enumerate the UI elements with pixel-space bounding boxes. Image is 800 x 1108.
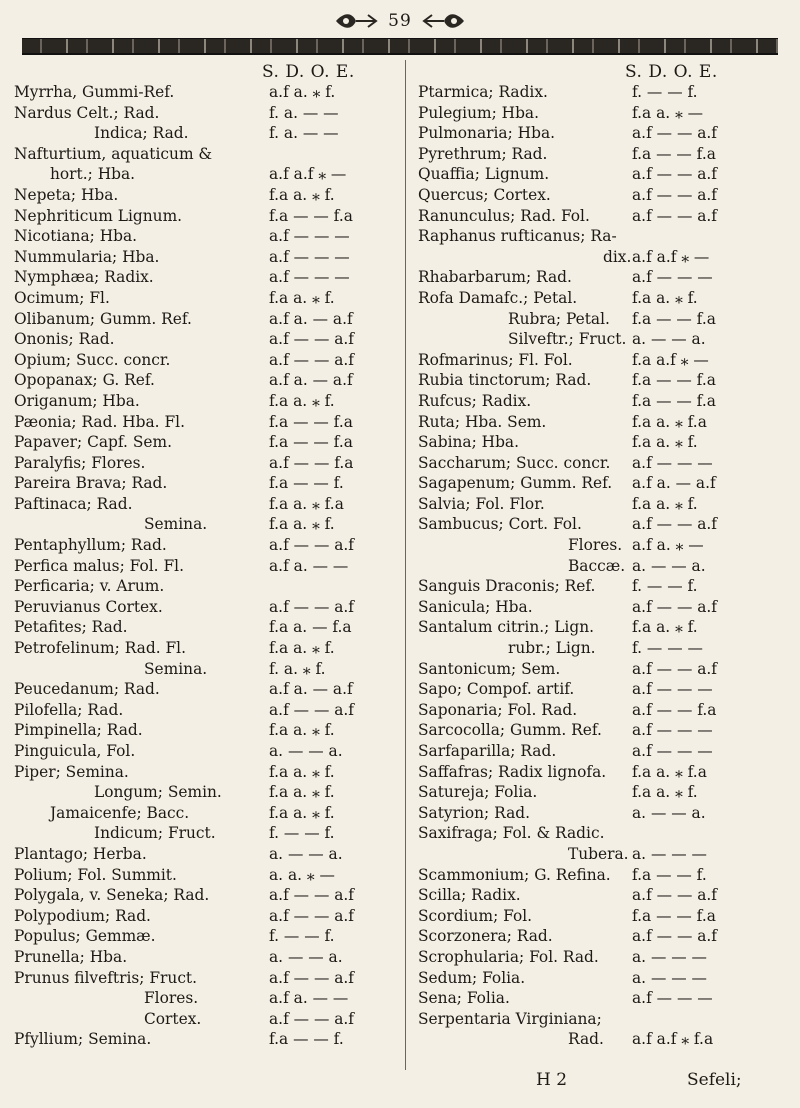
drug-name: Polygala, v. Seneka; Rad. — [14, 886, 210, 905]
list-item — [14, 617, 404, 638]
quality-marks: a.f — — a.f — [269, 886, 354, 905]
drug-name: Saponaria; Fol. Rad. — [418, 700, 578, 719]
drug-name: Nardus Celt.; Rad. — [14, 103, 160, 122]
drug-name: Pentaphyllum; Rad. — [14, 536, 167, 555]
drug-name: Papaver; Capf. Sem. — [14, 433, 172, 452]
quality-marks: f. a. — — — [269, 124, 339, 143]
list-item — [418, 432, 798, 453]
quality-marks: a.f — — — — [632, 453, 713, 472]
left-column — [14, 82, 404, 1050]
quality-marks: f. a. — — — [269, 103, 339, 122]
drug-name: Saffafras; Radix lignofa. — [418, 762, 607, 781]
fleuron-left-icon — [334, 10, 378, 32]
quality-marks: a.f a. — — — [269, 556, 349, 575]
list-item — [418, 247, 798, 268]
quality-marks: a.f — — a.f — [632, 927, 717, 946]
quality-marks: f.a a. ⁎ f. — [269, 721, 335, 740]
drug-name: Indica; Rad. — [94, 124, 189, 143]
quality-marks: a.f — — — — [632, 268, 713, 287]
quality-marks: a.f a.f ⁎ — — [269, 165, 347, 184]
drug-name: Scrophularia; Fol. Rad. — [418, 947, 599, 966]
quality-marks: f.a — — f. — [269, 1030, 344, 1049]
drug-name: Scorzonera; Rad. — [418, 927, 553, 946]
list-item — [418, 1029, 798, 1050]
quality-marks: f.a — — f. — [632, 865, 707, 884]
quality-marks: a.f — — a.f — [632, 597, 717, 616]
drug-name: Satyrion; Rad. — [418, 803, 530, 822]
list-item — [14, 1029, 404, 1050]
quality-marks: a. — — — — [632, 947, 707, 966]
drug-name: Sarfaparilla; Rad. — [418, 742, 557, 760]
page-header — [0, 4, 800, 38]
list-item — [14, 926, 404, 947]
drug-name: Sedum; Folia. — [418, 968, 526, 987]
quality-marks: a.f — — a.f — [632, 886, 717, 905]
drug-name: Scammonium; G. Refina. — [418, 865, 611, 884]
drug-name: Polypodium; Rad. — [14, 906, 151, 925]
drug-name: Plantago; Herba. — [14, 844, 147, 863]
list-item — [418, 494, 798, 515]
list-item — [418, 370, 798, 391]
quality-marks: a.f — — — — [632, 721, 713, 740]
drug-name: Sena; Folia. — [418, 989, 510, 1008]
drug-name: Satureja; Folia. — [418, 783, 538, 802]
drug-name: Saccharum; Succ. concr. — [418, 453, 611, 472]
drug-name: Peucedanum; Rad. — [14, 680, 160, 699]
drug-name: hort.; Hba. — [50, 165, 136, 184]
list-item — [418, 391, 798, 412]
drug-name: Opium; Succ. concr. — [14, 350, 171, 369]
list-item — [14, 391, 404, 412]
quality-marks: a.f a. — a.f — [269, 309, 353, 328]
drug-name: Baccæ. — [568, 556, 626, 575]
drug-name: Nummularia; Hba. — [14, 247, 160, 266]
quality-marks: f.a a. ⁎ f. — [632, 618, 698, 637]
list-item — [418, 82, 798, 103]
drug-name: Nepeta; Hba. — [14, 185, 119, 204]
list-item — [418, 103, 798, 124]
drug-name: Sabina; Hba. — [418, 433, 520, 452]
quality-marks: f.a a. ⁎ f. — [632, 433, 698, 452]
drug-name: Ruta; Hba. Sem. — [418, 412, 547, 431]
drug-name: Scilla; Radix. — [418, 886, 521, 905]
drug-name: Prunus filveftris; Fruct. — [14, 968, 198, 987]
drug-name: Pæonia; Rad. Hba. Fl. — [14, 412, 185, 431]
drug-name: Pareira Brava; Rad. — [14, 474, 168, 493]
quality-marks: a.f — — a.f — [632, 185, 717, 204]
list-item — [14, 247, 404, 268]
quality-marks: a.f — — a.f — [632, 206, 717, 225]
drug-name: Longum; Semin. — [94, 783, 222, 802]
drug-name: Tubera. — [568, 844, 629, 863]
quality-marks: f. — — — — [632, 639, 703, 658]
drug-name: Quercus; Cortex. — [418, 185, 551, 204]
catchword: Sefeli; — [687, 1070, 742, 1090]
drug-name: Semina. — [144, 659, 208, 678]
list-item — [418, 679, 798, 700]
list-item — [14, 885, 404, 906]
quality-marks: a.f — — — — [269, 247, 350, 266]
list-item — [418, 473, 798, 494]
drug-name: Rufcus; Radix. — [418, 391, 532, 410]
quality-marks: a. — — a. — [632, 556, 706, 575]
column-head-left: S. D. O. E. — [262, 62, 355, 82]
list-item — [14, 823, 404, 844]
list-item — [418, 617, 798, 638]
quality-marks: a.f — — — — [632, 989, 713, 1008]
drug-name: Nymphæa; Radix. — [14, 268, 154, 287]
drug-name: dix. — [603, 247, 632, 266]
list-item — [418, 535, 798, 556]
quality-marks: a. — — a. — [269, 947, 343, 966]
list-item — [14, 679, 404, 700]
list-item — [14, 329, 404, 350]
quality-marks: a.f — — a.f — [269, 597, 354, 616]
quality-marks: f.a a. ⁎ — — [632, 103, 704, 122]
quality-marks: f.a a. ⁎ f.a — [632, 762, 707, 781]
list-item — [14, 473, 404, 494]
drug-name: Rhabarbarum; Rad. — [418, 268, 572, 287]
list-item — [418, 412, 798, 433]
list-item — [14, 144, 404, 165]
quality-marks: f.a — — f.a — [632, 391, 716, 410]
list-item — [14, 226, 404, 247]
drug-name: Quaffia; Lignum. — [418, 165, 550, 184]
list-item — [14, 288, 404, 309]
quality-marks: a.f — — a.f — [269, 700, 354, 719]
drug-name: Ononis; Rad. — [14, 330, 115, 349]
drug-name: Pilofella; Rad. — [14, 700, 124, 719]
list-item — [14, 844, 404, 865]
quality-marks: f. a. ⁎ f. — [269, 659, 326, 678]
drug-name: Sanicula; Hba. — [418, 597, 533, 616]
list-item — [14, 720, 404, 741]
drug-name: rubr.; Lign. — [508, 639, 596, 658]
list-item — [14, 638, 404, 659]
quality-marks: a.f — — a.f — [632, 165, 717, 184]
right-column — [418, 82, 798, 1050]
list-item — [14, 185, 404, 206]
list-item — [418, 123, 798, 144]
quality-marks: a.f a. — a.f — [269, 371, 353, 390]
quality-marks: a.f a.f ⁎ f.a — [632, 1030, 714, 1049]
quality-marks: a.f — — a.f — [632, 124, 717, 143]
drug-name: Flores. — [568, 536, 623, 555]
list-item — [14, 906, 404, 927]
list-item — [14, 453, 404, 474]
list-item — [418, 453, 798, 474]
list-item — [14, 267, 404, 288]
list-item — [418, 576, 798, 597]
quality-marks: f.a a. ⁎ f. — [632, 288, 698, 307]
quality-marks: a.f — — a.f — [632, 515, 717, 534]
drug-name: Semina. — [144, 515, 208, 534]
drug-name: Scordium; Fol. — [418, 906, 533, 925]
quality-marks: f.a a. ⁎ f. — [269, 185, 335, 204]
list-item — [14, 556, 404, 577]
quality-marks: a.f a. ⁎ f. — [269, 83, 336, 101]
drug-name: Olibanum; Gumm. Ref. — [14, 309, 192, 328]
list-item — [418, 968, 798, 989]
drug-name: Sapo; Compof. artif. — [418, 680, 575, 699]
drug-name: Prunella; Hba. — [14, 947, 128, 966]
list-item — [418, 720, 798, 741]
quality-marks: f.a — — f.a — [632, 906, 716, 925]
quality-marks: a.f — — — — [632, 742, 713, 760]
list-item — [418, 144, 798, 165]
drug-name: Santalum citrin.; Lign. — [418, 618, 595, 637]
list-item — [418, 741, 798, 762]
drug-name: Polium; Fol. Summit. — [14, 865, 177, 884]
list-item — [14, 309, 404, 330]
quality-marks: f.a — — f. — [269, 474, 344, 493]
list-item — [418, 988, 798, 1009]
list-item — [14, 597, 404, 618]
drug-name: Silveftr.; Fruct. — [508, 330, 627, 349]
drug-name: Perficaria; v. Arum. — [14, 577, 165, 596]
list-item — [418, 350, 798, 371]
list-item — [14, 123, 404, 144]
quality-marks: a.f — — f.a — [269, 453, 354, 472]
list-item — [418, 514, 798, 535]
quality-marks: f.a a. ⁎ f. — [269, 803, 335, 822]
quality-marks: a.f — — a.f — [269, 536, 354, 555]
list-item — [14, 762, 404, 783]
list-item — [14, 164, 404, 185]
drug-name: Sarcocolla; Gumm. Ref. — [418, 721, 602, 740]
fleuron-right-icon — [422, 10, 466, 32]
list-item — [14, 700, 404, 721]
list-item — [14, 1009, 404, 1030]
list-item — [418, 844, 798, 865]
drug-name: Piper; Semina. — [14, 762, 129, 781]
list-item — [418, 556, 798, 577]
quality-marks: f. — — f. — [269, 824, 335, 843]
signature-mark: H 2 — [536, 1070, 568, 1090]
drug-name: Petafites; Rad. — [14, 618, 128, 637]
list-item — [14, 803, 404, 824]
drug-name: Opopanax; G. Ref. — [14, 371, 155, 390]
drug-name: Flores. — [144, 989, 199, 1008]
list-item — [14, 206, 404, 227]
quality-marks: a.f — — f.a — [632, 700, 717, 719]
drug-name: Raphanus rufticanus; Ra- — [418, 227, 617, 246]
drug-name: Ocimum; Fl. — [14, 288, 110, 307]
drug-name: Sanguis Draconis; Ref. — [418, 577, 596, 596]
drug-name: Cortex. — [144, 1009, 202, 1028]
quality-marks: a.f — — — — [269, 227, 350, 246]
drug-name: Perfica malus; Fol. Fl. — [14, 556, 184, 575]
quality-marks: a.f — — a.f — [269, 906, 354, 925]
drug-name: Rad. — [568, 1030, 604, 1049]
drug-name: Ptarmica; Radix. — [418, 83, 548, 101]
drug-name: Paftinaca; Rad. — [14, 494, 133, 513]
list-item — [418, 597, 798, 618]
list-item — [14, 782, 404, 803]
drug-name: Santonicum; Sem. — [418, 659, 561, 678]
quality-marks: f. — — f. — [632, 83, 698, 101]
column-divider — [405, 60, 406, 1070]
drug-name: Saxifraga; Fol. & Radic. — [418, 824, 605, 843]
drug-name: Rofa Damafc.; Petal. — [418, 288, 578, 307]
quality-marks: a. a. ⁎ — — [269, 865, 335, 884]
quality-marks: a.f a. — — — [269, 989, 349, 1008]
drug-name: Rubra; Petal. — [508, 309, 610, 328]
quality-marks: a.f a.f ⁎ — — [632, 247, 710, 266]
quality-marks: a.f — — — — [269, 268, 350, 287]
quality-marks: f.a a. ⁎ f.a — [269, 494, 344, 513]
list-item — [418, 926, 798, 947]
drug-name: Sagapenum; Gumm. Ref. — [418, 474, 613, 493]
quality-marks: a. — — a. — [269, 742, 343, 760]
list-item — [418, 762, 798, 783]
list-item — [418, 226, 798, 247]
quality-marks: f.a a. ⁎ f. — [269, 288, 335, 307]
drug-name: Salvia; Fol. Flor. — [418, 494, 545, 513]
page-number: 59 — [388, 11, 412, 31]
quality-marks: f. — — f. — [632, 577, 698, 596]
drug-name: Nicotiana; Hba. — [14, 227, 138, 246]
drug-name: Indicum; Fruct. — [94, 824, 216, 843]
list-item — [14, 494, 404, 515]
quality-marks: a.f — — a.f — [632, 659, 717, 678]
quality-marks: a. — — a. — [632, 330, 706, 349]
drug-name: Nephriticum Lignum. — [14, 206, 183, 225]
drug-name: Pinguicula, Fol. — [14, 742, 136, 760]
list-item — [418, 947, 798, 968]
list-item — [418, 206, 798, 227]
column-head-right: S. D. O. E. — [625, 62, 718, 82]
list-item — [418, 309, 798, 330]
list-item — [418, 700, 798, 721]
drug-name: Sambucus; Cort. Fol. — [418, 515, 582, 534]
drug-name: Rofmarinus; Fl. Fol. — [418, 350, 573, 369]
list-item — [418, 823, 798, 844]
ornamental-rule — [22, 38, 778, 55]
list-item — [418, 782, 798, 803]
list-item — [418, 329, 798, 350]
drug-name: Jamaicenfe; Bacc. — [50, 803, 190, 822]
list-item — [418, 638, 798, 659]
drug-name: Paralyfis; Flores. — [14, 453, 146, 472]
list-item — [418, 906, 798, 927]
quality-marks: f.a — — f.a — [269, 206, 353, 225]
list-item — [14, 350, 404, 371]
list-item — [14, 968, 404, 989]
quality-marks: f.a — — f.a — [632, 309, 716, 328]
quality-marks: f.a a. ⁎ f. — [269, 391, 335, 410]
quality-marks: a. — — — — [632, 844, 707, 863]
quality-marks: a.f — — a.f — [269, 350, 354, 369]
drug-name: Pfyllium; Semina. — [14, 1030, 152, 1049]
quality-marks: a.f a. — a.f — [269, 680, 353, 699]
list-item — [14, 514, 404, 535]
list-item — [418, 185, 798, 206]
quality-marks: f.a a. ⁎ f. — [269, 639, 335, 658]
drug-name: Ranunculus; Rad. Fol. — [418, 206, 590, 225]
drug-name: Pimpinella; Rad. — [14, 721, 143, 740]
drug-name: Pyrethrum; Rad. — [418, 144, 548, 163]
quality-marks: f.a — — f.a — [632, 144, 716, 163]
drug-name: Populus; Gemmæ. — [14, 927, 156, 946]
list-item — [14, 741, 404, 762]
drug-name: Origanum; Hba. — [14, 391, 140, 410]
list-item — [14, 947, 404, 968]
quality-marks: a.f — — a.f — [269, 1009, 354, 1028]
drug-name: Myrrha, Gummi-Ref. — [14, 83, 175, 101]
quality-marks: f.a a. — f.a — [269, 618, 352, 637]
list-item — [14, 82, 404, 103]
list-item — [418, 865, 798, 886]
quality-marks: a.f a. ⁎ — — [632, 536, 704, 555]
list-item — [14, 535, 404, 556]
drug-name: Peruvianus Cortex. — [14, 597, 163, 616]
drug-name: Nafturtium, aquaticum & — [14, 144, 213, 163]
quality-marks: a. — — a. — [269, 844, 343, 863]
quality-marks: f.a a. ⁎ f. — [632, 783, 698, 802]
drug-name: Pulmonaria; Hba. — [418, 124, 556, 143]
list-item — [14, 432, 404, 453]
quality-marks: f.a a.f ⁎ — — [632, 350, 709, 369]
list-item — [14, 659, 404, 680]
quality-marks: f.a a. ⁎ f. — [269, 783, 335, 802]
quality-marks: a. — — a. — [632, 803, 706, 822]
quality-marks: a.f — — — — [632, 680, 713, 699]
quality-marks: f.a — — f.a — [269, 412, 353, 431]
quality-marks: a. — — — — [632, 968, 707, 987]
list-item — [418, 267, 798, 288]
list-item — [418, 885, 798, 906]
drug-name: Petrofelinum; Rad. Fl. — [14, 639, 186, 658]
drug-name: Pulegium; Hba. — [418, 103, 539, 122]
list-item — [418, 1009, 798, 1030]
quality-marks: f.a — — f.a — [632, 371, 716, 390]
drug-name: Serpentaria Virginiana; — [418, 1009, 602, 1028]
quality-marks: f.a — — f.a — [269, 433, 353, 452]
list-item — [14, 576, 404, 597]
list-item — [14, 412, 404, 433]
list-item — [14, 370, 404, 391]
list-item — [14, 988, 404, 1009]
quality-marks: f. — — f. — [269, 927, 335, 946]
list-item — [418, 288, 798, 309]
quality-marks: a.f — — a.f — [269, 330, 354, 349]
quality-marks: a.f a. — a.f — [632, 474, 716, 493]
drug-name: Rubia tinctorum; Rad. — [418, 371, 592, 390]
quality-marks: f.a a. ⁎ f. — [632, 494, 698, 513]
quality-marks: a.f — — a.f — [269, 968, 354, 987]
list-item — [418, 803, 798, 824]
list-item — [418, 164, 798, 185]
quality-marks: f.a a. ⁎ f.a — [632, 412, 707, 431]
list-item — [418, 659, 798, 680]
quality-marks: f.a a. ⁎ f. — [269, 515, 335, 534]
list-item — [14, 103, 404, 124]
quality-marks: f.a a. ⁎ f. — [269, 762, 335, 781]
list-item — [14, 865, 404, 886]
